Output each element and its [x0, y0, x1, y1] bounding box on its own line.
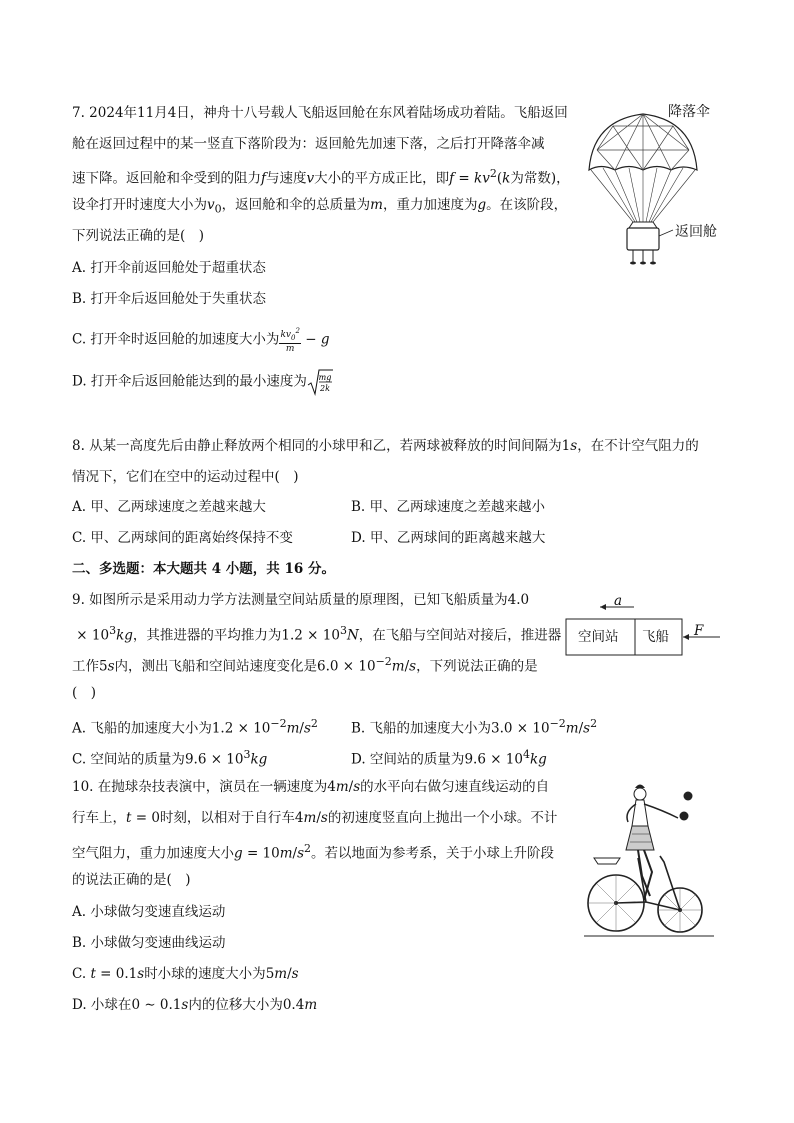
- q10-line4: 的说法正确的是( ): [72, 872, 191, 888]
- spaceship-box: 飞船: [642, 629, 669, 645]
- section-heading-multiple-choice: 二、多选题：本大题共 4 小题，共 16 分。: [72, 561, 335, 577]
- q9-option-d: D. 空间站的质量为$9.6 \times 10^4kg$: [351, 748, 547, 768]
- q9-line2: × $10^3kg$，其推进器的平均推力为$1.2 \times 10^3N$，在飞船与空间站对接后，推进器: [72, 624, 562, 644]
- svg-text:2k: 2k: [319, 384, 330, 393]
- q8-option-a: A. 甲、乙两球速度之差越来越大: [72, 499, 266, 515]
- q10-option-d: D. 小球在0 ∼ 0.1s内的位移大小为0.4m: [72, 997, 318, 1013]
- parachute-figure: [583, 100, 723, 275]
- q7-line2: 舱在返回过程中的某一竖直下落阶段为：返回舱先加速下落，之后打开降落伞减: [72, 136, 545, 152]
- force-label: F: [694, 623, 704, 639]
- space-station-box: 空间站: [578, 629, 619, 645]
- svg-text:mg: mg: [318, 373, 332, 382]
- q10-line1: 10. 在抛球杂技表演中，演员在一辆速度为4m/s的水平向右做匀速直线运动的自: [72, 779, 550, 795]
- q10-option-b: B. 小球做匀变速曲线运动: [72, 935, 226, 951]
- docking-figure: [560, 593, 730, 661]
- parachute-label: 降落伞: [668, 104, 710, 120]
- q9-line1: 9. 如图所示是采用动力学方法测量空间站质量的原理图，已知飞船质量为4.0: [72, 592, 530, 608]
- q9-option-c: C. 空间站的质量为$9.6 \times 10^3kg$: [72, 748, 268, 768]
- q10-option-c: C. t = 0.1s时小球的速度大小为5m/s: [72, 966, 299, 982]
- q8-line1: 8. 从某一高度先后由静止释放两个相同的小球甲和乙，若两球被释放的时间间隔为1s，在不计空气阻力的: [72, 438, 699, 454]
- q9-option-a: A. 飞船的加速度大小为$1.2 \times 10^{-2}m/s^2$: [72, 717, 318, 737]
- q8-option-d: D. 甲、乙两球间的距离越来越大: [351, 530, 546, 546]
- q8-option-b: B. 甲、乙两球速度之差越来越小: [351, 499, 546, 515]
- q9-line3: 工作5s内，测出飞船和空间站速度变化是$6.0 \times 10^{-2}m/s$，下列说法正确的是: [72, 655, 538, 675]
- q8-line2: 情况下，它们在空中的运动过程中( ): [72, 469, 299, 485]
- q7-line3: 速下降。返回舱和伞受到的阻力f与速度v大小的平方成正比，即$f = kv^2(k$为常数)，: [72, 167, 570, 187]
- q9-option-b: B. 飞船的加速度大小为$3.0 \times 10^{-2}m/s^2$: [351, 717, 598, 737]
- q7-line5: 下列说法正确的是( ): [72, 228, 205, 244]
- juggler-bicycle-figure: [580, 778, 720, 943]
- q7-option-b: B. 打开伞后返回舱处于失重状态: [72, 291, 267, 307]
- q7-line1: 7. 2024年11月4日，神舟十八号载人飞船返回舱在东风着陆场成功着陆。飞船返回: [72, 105, 568, 121]
- q10-line3: 空气阻力，重力加速度大小$g = 10m/s^2$。若以地面为参考系，关于小球上升阶段: [72, 842, 555, 862]
- q7-option-c: C. 打开伞时返回舱的加速度大小为 $\frac{kv_0^2}{m}$ − g: [72, 327, 330, 354]
- acceleration-label: a: [614, 593, 623, 609]
- sqrt-symbol: [307, 368, 333, 396]
- q7-option-a: A. 打开伞前返回舱处于超重状态: [72, 260, 266, 276]
- capsule-label: 返回舱: [675, 224, 717, 240]
- q9-line4: ( ): [72, 685, 97, 701]
- q7-option-d: D. 打开伞后返回舱能达到的最小速度为 mg 2k: [72, 368, 333, 396]
- q10-line2: 行车上，t = 0时刻，以相对于自行车4m/s的初速度竖直向上抛出一个小球。不计: [72, 810, 558, 826]
- q10-option-a: A. 小球做匀变速直线运动: [72, 904, 226, 920]
- q7-line4: 设伞打开时速度大小为$v_0$，返回舱和伞的总质量为m，重力加速度为g。在该阶段，: [72, 197, 568, 216]
- q8-option-c: C. 甲、乙两球间的距离始终保持不变: [72, 530, 293, 546]
